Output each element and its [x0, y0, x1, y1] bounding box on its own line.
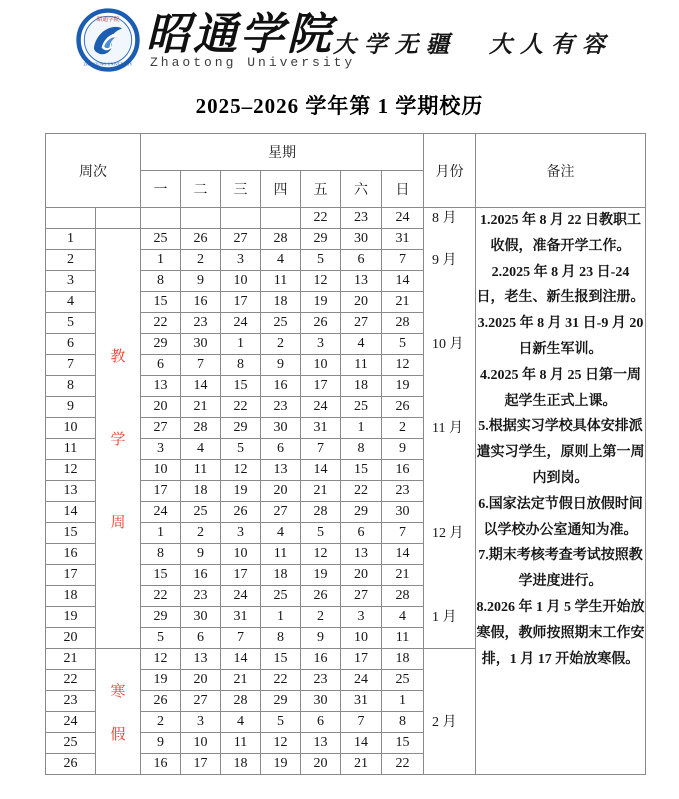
day-cell: 12: [221, 460, 261, 481]
day-cell: 22: [261, 670, 301, 691]
day-cell: 4: [261, 523, 301, 544]
week-number-cell: 12: [46, 460, 96, 481]
day-cell: [141, 208, 181, 229]
day-cell: 11: [261, 544, 301, 565]
day-cell: 4: [181, 439, 221, 460]
day-cell: 12: [301, 271, 341, 292]
day-cell: 31: [301, 418, 341, 439]
week-number-cell: 7: [46, 355, 96, 376]
day-cell: 22: [141, 586, 181, 607]
day-cell: 6: [301, 712, 341, 733]
university-name-en: Zhaotong University: [150, 55, 356, 70]
day-cell: 30: [181, 334, 221, 355]
note-item: 4.2025 年 8 月 25 日第一周起学生正式上课。: [480, 367, 642, 409]
day-cell: 5: [382, 334, 424, 355]
day-cell: 10: [221, 544, 261, 565]
day-cell: 19: [382, 376, 424, 397]
day-cell: 7: [382, 523, 424, 544]
day-cell: 21: [221, 670, 261, 691]
day-cell: 20: [261, 481, 301, 502]
day-cell: 31: [382, 229, 424, 250]
day-cell: 16: [141, 754, 181, 775]
day-cell: 9: [181, 544, 221, 565]
day-cell: 29: [261, 691, 301, 712]
day-cell: 1: [221, 334, 261, 355]
table-header-row-1: [46, 134, 646, 171]
month-label: 1 月: [432, 610, 457, 625]
day-cell: 2: [261, 334, 301, 355]
day-cell: 9: [141, 733, 181, 754]
logo-arc-text: ZHAOTONG UNIVERSITY: [83, 61, 133, 67]
day-cell: 23: [382, 481, 424, 502]
day-cell: 29: [141, 607, 181, 628]
week-number-cell: 23: [46, 691, 96, 712]
note-item: 7.期末考核考查考试按照教学进度进行。: [478, 548, 643, 590]
day-cell: 11: [341, 355, 382, 376]
day-cell: 13: [301, 733, 341, 754]
month-label: 8 月: [432, 211, 457, 226]
day-cell: 17: [181, 754, 221, 775]
day-cell: 15: [382, 733, 424, 754]
day-cell: 10: [181, 733, 221, 754]
day-cell: 28: [382, 313, 424, 334]
day-cell: 27: [341, 586, 382, 607]
week-number-cell: 21: [46, 649, 96, 670]
header-day-sun: 日: [382, 171, 424, 208]
week-number-cell: 10: [46, 418, 96, 439]
week-number-cell: 26: [46, 754, 96, 775]
day-cell: 25: [181, 502, 221, 523]
day-cell: 30: [301, 691, 341, 712]
day-cell: 16: [181, 292, 221, 313]
day-cell: 26: [181, 229, 221, 250]
day-cell: 8: [382, 712, 424, 733]
day-cell: 6: [341, 523, 382, 544]
day-cell: 11: [382, 628, 424, 649]
day-cell: 17: [221, 292, 261, 313]
day-cell: 25: [382, 670, 424, 691]
day-cell: 2: [301, 607, 341, 628]
month-label: 9 月: [432, 253, 457, 268]
day-cell: 18: [221, 754, 261, 775]
day-cell: 13: [261, 460, 301, 481]
note-item: 5.根据实习学校具体安排派遣实习学生，原则上第一周内到岗。: [476, 419, 645, 486]
day-cell: 29: [301, 229, 341, 250]
day-cell: 10: [341, 628, 382, 649]
phase-label: 寒 假: [110, 683, 126, 743]
day-cell: 13: [341, 544, 382, 565]
day-cell: 30: [181, 607, 221, 628]
day-cell: 31: [341, 691, 382, 712]
week-number-cell: 9: [46, 397, 96, 418]
day-cell: 3: [301, 334, 341, 355]
phase-cell-vacation: [96, 649, 141, 775]
header-day-thu: 四: [261, 171, 301, 208]
week-number-cell: 22: [46, 670, 96, 691]
header-day-sat: 六: [341, 171, 382, 208]
day-cell: 8: [261, 628, 301, 649]
week-number-cell: 11: [46, 439, 96, 460]
day-cell: 1: [141, 523, 181, 544]
day-cell: 4: [221, 712, 261, 733]
calendar-row: [46, 208, 646, 229]
day-cell: 27: [181, 691, 221, 712]
day-cell: 6: [261, 439, 301, 460]
day-cell: 28: [382, 586, 424, 607]
week-number-cell: 24: [46, 712, 96, 733]
day-cell: 14: [181, 376, 221, 397]
day-cell: 14: [382, 544, 424, 565]
day-cell: 31: [221, 607, 261, 628]
header-day-fri: 五: [301, 171, 341, 208]
day-cell: 22: [301, 208, 341, 229]
day-cell: 23: [181, 586, 221, 607]
day-cell: 21: [181, 397, 221, 418]
day-cell: 14: [382, 271, 424, 292]
day-cell: 22: [382, 754, 424, 775]
day-cell: 15: [141, 292, 181, 313]
day-cell: 23: [181, 313, 221, 334]
week-number-cell: 8: [46, 376, 96, 397]
day-cell: 14: [341, 733, 382, 754]
day-cell: 22: [221, 397, 261, 418]
note-item: 3.2025 年 8 月 31 日-9 月 20 日新生军训。: [477, 316, 644, 357]
day-cell: 15: [221, 376, 261, 397]
day-cell: 29: [141, 334, 181, 355]
day-cell: 20: [141, 397, 181, 418]
day-cell: 11: [261, 271, 301, 292]
day-cell: 12: [301, 544, 341, 565]
day-cell: 28: [181, 418, 221, 439]
week-number-cell: 5: [46, 313, 96, 334]
day-cell: 3: [141, 439, 181, 460]
day-cell: 18: [382, 649, 424, 670]
header-day-tue: 二: [181, 171, 221, 208]
day-cell: 18: [341, 376, 382, 397]
logo-top-text: 昭通学院: [96, 16, 120, 23]
university-name: 昭通学院: [146, 9, 334, 60]
day-cell: 5: [141, 628, 181, 649]
day-cell: 21: [341, 754, 382, 775]
day-cell: 8: [141, 271, 181, 292]
week-number-cell: 1: [46, 229, 96, 250]
day-cell: 2: [382, 418, 424, 439]
day-cell: 26: [382, 397, 424, 418]
week-number-cell: 4: [46, 292, 96, 313]
day-cell: 3: [221, 523, 261, 544]
day-cell: 20: [301, 754, 341, 775]
day-cell: 26: [301, 313, 341, 334]
header-weekday-label: 星期: [141, 134, 424, 171]
week-number-cell: 13: [46, 481, 96, 502]
day-cell: [261, 208, 301, 229]
day-cell: 10: [301, 355, 341, 376]
day-cell: 21: [382, 565, 424, 586]
header-week-label: 周次: [46, 134, 141, 208]
day-cell: 4: [382, 607, 424, 628]
week-number-cell: 14: [46, 502, 96, 523]
day-cell: 28: [301, 502, 341, 523]
day-cell: 26: [141, 691, 181, 712]
day-cell: 7: [382, 250, 424, 271]
week-number-cell: 20: [46, 628, 96, 649]
month-label: 2 月: [432, 715, 457, 730]
day-cell: 9: [261, 355, 301, 376]
month-cell: [424, 649, 476, 775]
day-cell: 16: [261, 376, 301, 397]
day-cell: 30: [382, 502, 424, 523]
week-number-cell: 19: [46, 607, 96, 628]
day-cell: 10: [221, 271, 261, 292]
day-cell: 27: [261, 502, 301, 523]
page-title: 2025–2026 学年第 1 学期校历: [195, 94, 484, 118]
day-cell: 24: [341, 670, 382, 691]
month-label: 12 月: [432, 526, 464, 541]
day-cell: 26: [221, 502, 261, 523]
day-cell: 8: [141, 544, 181, 565]
day-cell: 14: [301, 460, 341, 481]
day-cell: 6: [341, 250, 382, 271]
day-cell: 13: [181, 649, 221, 670]
day-cell: 19: [221, 481, 261, 502]
month-label: 11 月: [432, 421, 463, 436]
day-cell: 24: [221, 586, 261, 607]
day-cell: 5: [301, 523, 341, 544]
week-number-cell: 16: [46, 544, 96, 565]
week-number-cell: 15: [46, 523, 96, 544]
day-cell: 19: [301, 565, 341, 586]
day-cell: 19: [261, 754, 301, 775]
day-cell: 25: [141, 229, 181, 250]
day-cell: 20: [181, 670, 221, 691]
day-cell: 7: [221, 628, 261, 649]
phase-cell-teaching: [96, 229, 141, 649]
note-item: 6.国家法定节假日放假时间以学校办公室通知为准。: [478, 496, 643, 538]
day-cell: 28: [221, 691, 261, 712]
day-cell: 17: [301, 376, 341, 397]
day-cell: 6: [141, 355, 181, 376]
day-cell: 27: [141, 418, 181, 439]
phase-label: 教 学 周: [110, 349, 126, 531]
day-cell: 15: [341, 460, 382, 481]
day-cell: 2: [141, 712, 181, 733]
day-cell: 5: [301, 250, 341, 271]
day-cell: 24: [221, 313, 261, 334]
day-cell: 6: [181, 628, 221, 649]
day-cell: 2: [181, 250, 221, 271]
week-number-cell: 18: [46, 586, 96, 607]
day-cell: 1: [382, 691, 424, 712]
week-number-cell: 2: [46, 250, 96, 271]
day-cell: 14: [221, 649, 261, 670]
day-cell: 3: [341, 607, 382, 628]
day-cell: 9: [382, 439, 424, 460]
day-cell: 18: [261, 292, 301, 313]
day-cell: 7: [181, 355, 221, 376]
day-cell: 17: [141, 481, 181, 502]
week-number-cell: 3: [46, 271, 96, 292]
day-cell: 7: [341, 712, 382, 733]
day-cell: 29: [341, 502, 382, 523]
day-cell: 21: [301, 481, 341, 502]
day-cell: 22: [341, 481, 382, 502]
day-cell: 24: [382, 208, 424, 229]
day-cell: 17: [221, 565, 261, 586]
day-cell: 30: [261, 418, 301, 439]
day-cell: 25: [261, 586, 301, 607]
day-cell: 25: [341, 397, 382, 418]
week-number-cell: [46, 208, 96, 229]
day-cell: 8: [221, 355, 261, 376]
day-cell: 30: [341, 229, 382, 250]
day-cell: [221, 208, 261, 229]
day-cell: 11: [181, 460, 221, 481]
day-cell: 24: [141, 502, 181, 523]
day-cell: 2: [181, 523, 221, 544]
calendar-body: [46, 208, 646, 775]
day-cell: 25: [261, 313, 301, 334]
day-cell: 1: [261, 607, 301, 628]
day-cell: 15: [261, 649, 301, 670]
day-cell: 15: [141, 565, 181, 586]
day-cell: 16: [382, 460, 424, 481]
header-day-wed: 三: [221, 171, 261, 208]
day-cell: 23: [301, 670, 341, 691]
header-notes-label: 备注: [476, 134, 646, 208]
day-cell: 13: [341, 271, 382, 292]
week-number-cell: 6: [46, 334, 96, 355]
calendar-table: [45, 133, 646, 775]
day-cell: 24: [301, 397, 341, 418]
week-number-cell: 17: [46, 565, 96, 586]
day-cell: 3: [181, 712, 221, 733]
day-cell: 23: [261, 397, 301, 418]
day-cell: 20: [341, 565, 382, 586]
note-item: 1.2025 年 8 月 22 日教职工收假，准备开学工作。: [480, 213, 642, 254]
day-cell: 22: [141, 313, 181, 334]
note-item: 8.2026 年 1 月 5 学生开始放寒假，教师按照期末工作安排，1 月 17 开始放寒假。: [476, 599, 645, 667]
day-cell: 18: [261, 565, 301, 586]
day-cell: 16: [301, 649, 341, 670]
day-cell: 26: [301, 586, 341, 607]
university-motto: 大学无疆 大人有容: [333, 31, 614, 58]
day-cell: 3: [221, 250, 261, 271]
day-cell: [181, 208, 221, 229]
day-cell: 8: [341, 439, 382, 460]
day-cell: 11: [221, 733, 261, 754]
day-cell: 5: [261, 712, 301, 733]
day-cell: 1: [141, 250, 181, 271]
week-number-cell: 25: [46, 733, 96, 754]
header-month-label: 月份: [424, 134, 476, 208]
day-cell: 27: [341, 313, 382, 334]
day-cell: 13: [141, 376, 181, 397]
month-label: 10 月: [432, 337, 464, 352]
day-cell: 4: [341, 334, 382, 355]
day-cell: 19: [301, 292, 341, 313]
day-cell: 7: [301, 439, 341, 460]
day-cell: 5: [221, 439, 261, 460]
day-cell: 12: [382, 355, 424, 376]
month-cell: [424, 208, 476, 649]
day-cell: 29: [221, 418, 261, 439]
notes-cell: [476, 208, 646, 775]
day-cell: 18: [181, 481, 221, 502]
day-cell: 17: [341, 649, 382, 670]
day-cell: 10: [141, 460, 181, 481]
day-cell: 19: [141, 670, 181, 691]
day-cell: 21: [382, 292, 424, 313]
note-item: 2.2025 年 8 月 23 日-24 日，老生、新生报到注册。: [476, 264, 645, 306]
university-logo-icon: [76, 8, 140, 72]
day-cell: 16: [181, 565, 221, 586]
day-cell: 12: [141, 649, 181, 670]
day-cell: 23: [341, 208, 382, 229]
day-cell: 9: [301, 628, 341, 649]
phase-empty-cell: [96, 208, 141, 229]
header-day-mon: 一: [141, 171, 181, 208]
day-cell: 1: [341, 418, 382, 439]
day-cell: 4: [261, 250, 301, 271]
day-cell: 28: [261, 229, 301, 250]
day-cell: 27: [221, 229, 261, 250]
day-cell: 9: [181, 271, 221, 292]
day-cell: 20: [341, 292, 382, 313]
day-cell: 12: [261, 733, 301, 754]
